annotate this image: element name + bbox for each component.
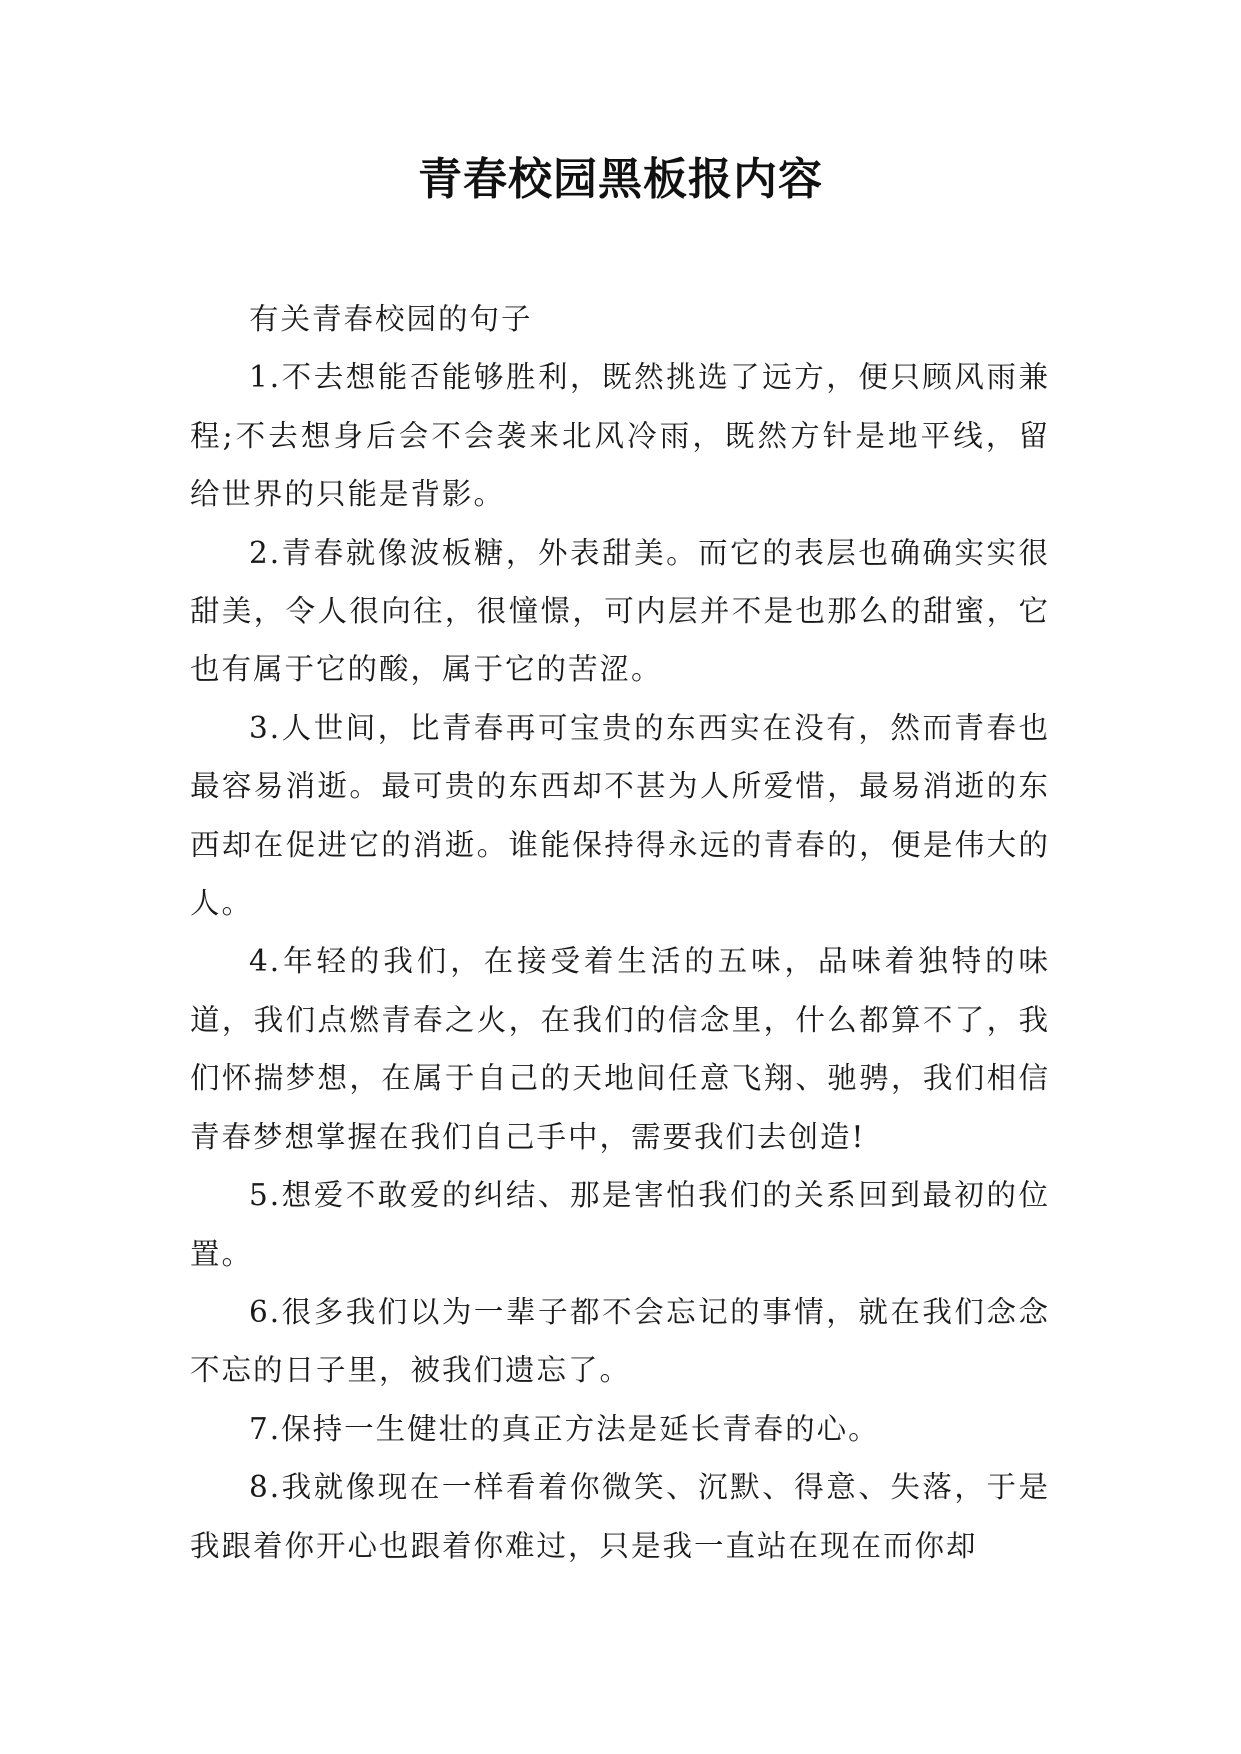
document-title: 青春校园黑板报内容 — [418, 154, 823, 205]
paragraph-7: 7.保持一生健壮的真正方法是延长青春的心。 — [249, 1411, 880, 1446]
section-heading: 有关青春校园的句子 — [249, 302, 533, 336]
document-body — [190, 290, 1050, 1575]
paragraph-1: 1.不去想能否能够胜利，既然挑选了远方，便只顾风雨兼程;不去想身后会不会袭来北风冷雨，既然方针是地平线，留给世界的只能是背影。 — [190, 360, 1050, 512]
paragraph-8: 8.我就像现在一样看着你微笑、沉默、得意、失落，于是我跟着你开心也跟着你难过，只是我一直站在现在而你却 — [190, 1470, 1050, 1563]
paragraph-3: 3.人世间，比青春再可宝贵的东西实在没有，然而青春也最容易消逝。最可贵的东西却不甚为人所爱惜，最易消逝的东西却在促进它的消逝。谁能保持得永远的青春的，便是伟大的人。 — [190, 710, 1050, 921]
paragraph-2: 2.青春就像波板糖，外表甜美。而它的表层也确确实实很甜美，令人很向往，很憧憬，可内层并不是也那么的甜蜜，它也有属于它的酸，属于它的苦涩。 — [190, 535, 1050, 687]
paragraph-5: 5.想爱不敢爱的纠结、那是害怕我们的关系回到最初的位置。 — [190, 1178, 1050, 1271]
paragraph-6: 6.很多我们以为一辈子都不会忘记的事情，就在我们念念不忘的日子里，被我们遗忘了。 — [190, 1294, 1050, 1388]
paragraph-4: 4.年轻的我们，在接受着生活的五味，品味着独特的味道，我们点燃青春之火，在我们的信念里，什么都算不了，我们怀揣梦想，在属于自己的天地间任意飞翔、驰骋，我们相信青春梦想掌握在我们自己手中，需要我们去创造! — [190, 944, 1050, 1154]
